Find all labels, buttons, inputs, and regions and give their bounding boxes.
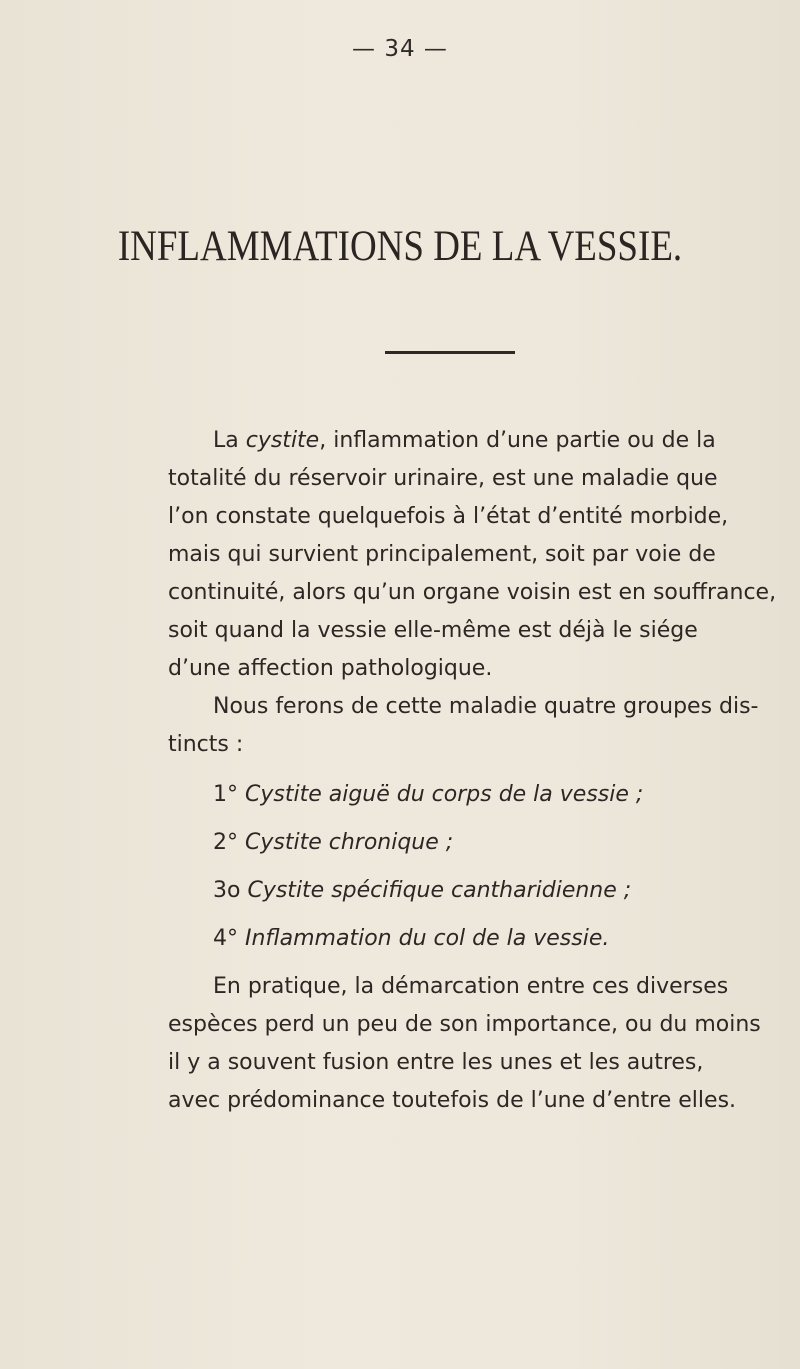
paragraph-1-line-6: soit quand la vessie elle-même est déjà le siége	[168, 618, 698, 643]
list-item-1	[213, 782, 643, 807]
paragraph-1-line-4: mais qui survient principalement, soit par voie de	[168, 542, 716, 567]
paragraph-1-line-1	[213, 428, 716, 453]
paragraph-1-line-5: continuité, alors qu’un organe voisin est en souffrance,	[168, 580, 777, 605]
list-text: Cystite spécifique cantharidienne ;	[247, 878, 632, 903]
paragraph-1-line-2: totalité du réservoir urinaire, est une maladie que	[168, 466, 718, 491]
list-item-3	[213, 878, 631, 903]
list-item-4	[213, 926, 609, 951]
page-number: — 34 —	[352, 36, 448, 62]
list-item-2	[213, 830, 453, 855]
list-number: 4°	[213, 926, 238, 951]
text-run: La	[213, 428, 246, 453]
paragraph-1-line-7: d’une affection pathologique.	[168, 656, 493, 681]
paragraph-2-line-2: tincts :	[168, 732, 244, 757]
paragraph-3-line-1: En pratique, la démarcation entre ces diverses	[213, 974, 729, 999]
list-text: Inflammation du col de la vessie.	[245, 926, 610, 951]
paragraph-3-line-4: avec prédominance toutefois de l’une d’entre elles.	[168, 1088, 737, 1113]
list-text: Cystite chronique ;	[245, 830, 454, 855]
list-number: 1°	[213, 782, 238, 807]
list-number: 2°	[213, 830, 238, 855]
list-number: 3o	[213, 878, 241, 903]
text-run: , inflammation d’une partie ou de la	[319, 428, 716, 453]
paragraph-3-line-3: il y a souvent fusion entre les unes et les autres,	[168, 1050, 704, 1075]
paragraph-1-line-3: l’on constate quelquefois à l’état d’entité morbide,	[168, 504, 729, 529]
paragraph-2-line-1: Nous ferons de cette maladie quatre groupes dis-	[213, 694, 759, 719]
paragraph-3-line-2: espèces perd un peu de son importance, ou du moins	[168, 1012, 761, 1037]
chapter-title: INFLAMMATIONS DE LA VESSIE.	[117, 223, 683, 270]
italic-term: cystite	[245, 428, 320, 453]
list-text: Cystite aiguë du corps de la vessie ;	[245, 782, 644, 807]
title-rule	[385, 351, 515, 354]
